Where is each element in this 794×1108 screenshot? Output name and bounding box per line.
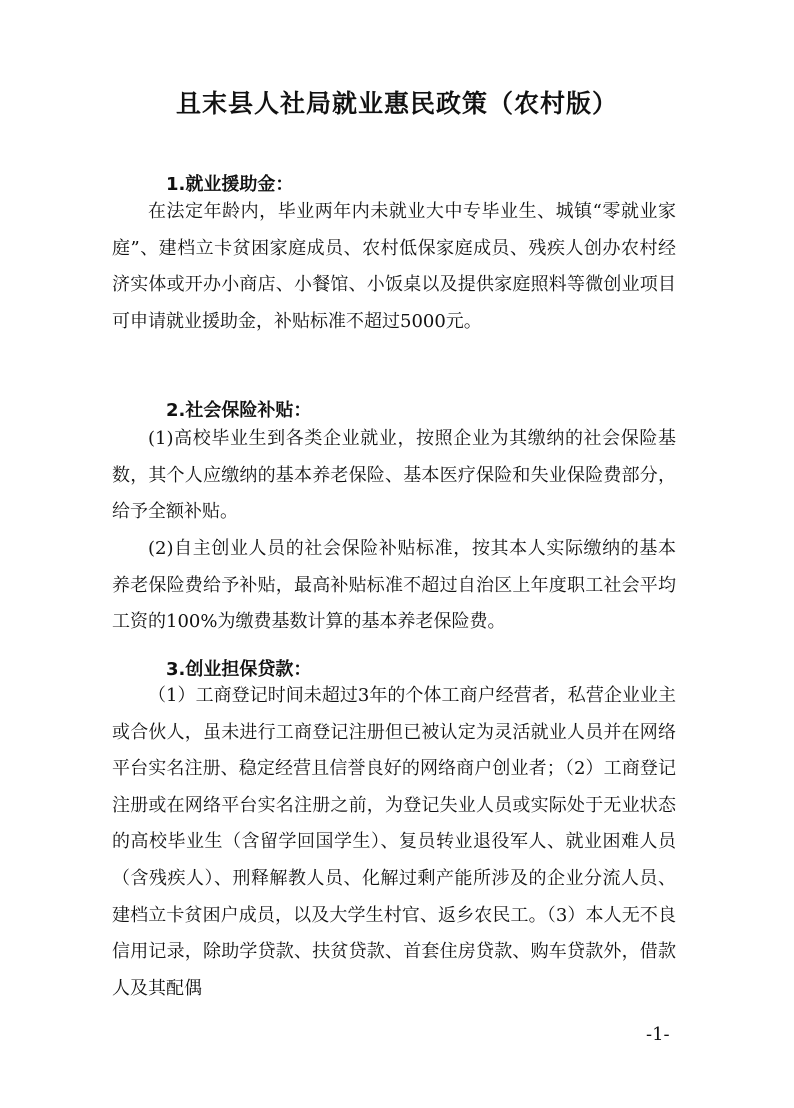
section-heading-employment-aid: 1.就业援助金： bbox=[166, 174, 294, 195]
page-number: -1- bbox=[646, 1024, 670, 1045]
page-title: 且末县人社局就业惠民政策（农村版） bbox=[175, 89, 618, 118]
paragraph-social-insurance-2: (2)自主创业人员的社会保险补贴标准，按其本人实际缴纳的基本养老保险费给予补贴，最高补贴标准不超过自治区上年度职工社会平均工资的100%为缴费基数计算的基本养老保险费。 bbox=[112, 538, 676, 633]
paragraph-business-loan: （1）工商登记时间未超过3年的个体工商户经营者，私营企业业主或合伙人，虽未进行工商登记注册但已被认定为灵活就业人员并在网络平台实名注册、稳定经营且信誉良好的网络商户创业者；（2）工商登记注册或在网络平台实名注册之前，为登记失业人员或实际处于无业状态的高校毕业生（含留学回国学生）、复员转业退役军人、就业困难人员（含残疾人）、刑释解教人员、化解过剩产能所涉及的企业分流人员、建档立卡贫困户成员，以及大学生村官、返乡农民工。（3）本人无不良信用记录，除助学贷款、扶贫贷款、首套住房贷款、购车贷款外，借款人及其配偶 bbox=[112, 685, 676, 999]
paragraph-social-insurance-1: (1)高校毕业生到各类企业就业，按照企业为其缴纳的社会保险基数，其个人应缴纳的基本养老保险、基本医疗保险和失业保险费部分，给予全额补贴。 bbox=[112, 428, 676, 523]
paragraph-employment-aid: 在法定年龄内，毕业两年内未就业大中专毕业生、城镇“零就业家庭”、建档立卡贫困家庭成员、农村低保家庭成员、残疾人创办农村经济实体或开办小商店、小餐馆、小饭桌以及提供家庭照料等微创业项目可申请就业援助金，补贴标准不超过5000元。 bbox=[112, 201, 676, 332]
section-heading-business-loan: 3.创业担保贷款： bbox=[166, 659, 312, 680]
section-heading-social-insurance: 2.社会保险补贴： bbox=[166, 400, 312, 421]
